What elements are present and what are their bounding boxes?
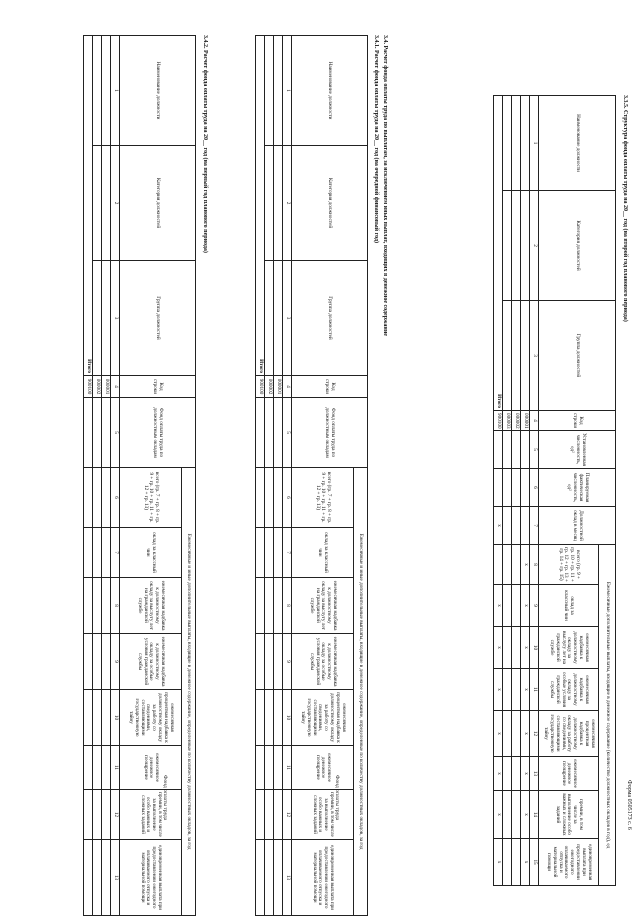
col-position-name: Наименование должности [120, 36, 196, 146]
col-salary: Должностной оклад в месяц [539, 507, 616, 545]
col-class-rank: оклад за классный чин [292, 528, 354, 578]
col-premium: премии, в том числе за выполнение особо важных и сложных заданий [539, 791, 599, 839]
col-position-name: Наименование должности [292, 36, 368, 146]
col-secret: ежемесячная процентная надбавка к должностному окладу за работу со сведениями, составляющими государственную тайну [292, 690, 354, 746]
col-premium: премии, в том числе за выполнение особо важных и сложных заданий [120, 790, 182, 840]
col-seniority: ежемесячная надбавка к должностному окладу за выслугу лет на гражданской службе [539, 627, 599, 669]
table-row: 000002 [93, 36, 102, 916]
section-341-title: 3.4.1. Расчет фонда оплаты труда на 20__ год (на очередной финансовый год) [373, 35, 379, 244]
table-335 [493, 95, 616, 886]
col-position-name: Наименование должности [539, 96, 616, 191]
col-position-category: Категория должностей [539, 191, 616, 301]
table-row: 000002 [265, 36, 274, 916]
col-bonus: ежемесячное денежное поощрение [539, 757, 599, 791]
table-row: 000003 [503, 96, 512, 886]
column-numbers-row: 1 2 3 4 5 6 7 8 9 10 11 12 13 [111, 36, 120, 916]
col-row-code: Код строки [292, 376, 368, 398]
table-341 [255, 35, 368, 916]
col-total-formula: всего (гр. 9 + гр. 10 + гр. 11 + гр. 12 + гр. 13 + гр. 14 + гр. 15) [539, 545, 599, 585]
col-lump: единовременная выплата при предоставлении ежегодного оплачиваемого отпуска и материальной помощи [292, 840, 354, 916]
col-total-formula: всего (гр. 7 + гр. 8 + гр. 9 + гр. 10 + гр. 11 + гр. 12 + гр. 13) [120, 468, 182, 528]
form-code: Форма 0505173 с. 6 [626, 780, 632, 830]
section-342-title: 3.4.2. Расчет фонда оплаты труда на 20__ год (на первый год планового периода) [202, 35, 208, 253]
col-row-code: Код строки [539, 411, 616, 431]
col-class-rank: оклад за классный чин [120, 528, 182, 578]
group-header-341: Ежемесячные и иные дополнительные выплаты, входящие в денежное содержание, определенные по количеству должностных окладов, за год [354, 468, 368, 916]
col-class-rank: оклад за классный чин [539, 585, 599, 627]
table-row: 000001 [274, 36, 283, 916]
group-header-335: Ежемесячные дополнительные выплаты, входящие в денежное содержание (количество должностных окладов в год), ед [599, 545, 616, 886]
col-planned-headcount: Планируемая фактическая численность, ед² [539, 469, 616, 507]
col-special: ежемесячная надбавка к должностному окладу за особые условия гражданской службы [539, 669, 599, 711]
col-headcount: Установленная численность, ед² [539, 431, 616, 469]
col-seniority: ежемесячная надбавка к должностному окладу за выслугу лет на гражданской службе [292, 578, 354, 634]
col-position-group: Группа должностей [292, 261, 368, 376]
col-special: ежемесячная надбавка к должностному окладу за особые условия гражданской службы [292, 634, 354, 690]
col-seniority: ежемесячная надбавка к должностному окладу за выслугу лет на гражданской службе [120, 578, 182, 634]
table-342 [83, 35, 196, 916]
table-row: 000002 [512, 96, 521, 886]
col-position-category: Категория должностей [120, 146, 196, 261]
col-position-group: Группа должностей [539, 301, 616, 411]
fund-label-341: Фонд оплаты труда [334, 775, 340, 821]
col-lump: единовременная выплата при предоставлении ежегодного оплачиваемого отпуска и материальной помощи [539, 839, 599, 886]
total-row: Итого 900100 [256, 36, 265, 916]
table-row: 000001 x x x x x x x x [521, 96, 530, 886]
col-special: ежемесячная надбавка к должностному окладу за особые условия гражданской службы [120, 634, 182, 690]
col-lump: единовременная выплата при предоставлении ежегодного оплачиваемого отпуска и материальной помощи [120, 840, 182, 916]
col-secret: ежемесячная процентная надбавка к должностному окладу за работу со сведениями, составляющими государственную тайну [539, 711, 599, 757]
column-numbers-row: 1 2 3 4 5 6 7 8 9 10 11 12 13 [283, 36, 292, 916]
col-fund-salary: Фонд оплаты труда по должностным окладам [292, 398, 368, 468]
col-bonus: ежемесячное денежное поощрение [292, 746, 354, 790]
col-total-formula: всего (гр. 7 + гр. 8 + гр. 9 + гр. 10 + гр. 11 + гр. 12 + гр. 13) [292, 468, 354, 528]
col-position-group: Группа должностей [120, 261, 196, 376]
col-premium: премии, в том числе за выполнение особо важных и сложных заданий [292, 790, 354, 840]
group-header-342: Ежемесячные и иные дополнительные выплаты, входящие в денежное содержание, определенные по количеству должностных окладов, за год [182, 468, 196, 916]
total-row: Итого 900100 [84, 36, 93, 916]
column-numbers-row: 1 2 3 4 5 6 7 8 9 10 11 12 13 14 15 [530, 96, 539, 886]
col-fund-salary: Фонд оплаты труда по должностным окладам [120, 398, 196, 468]
table-row: 000001 [102, 36, 111, 916]
col-row-code: Код строки [120, 376, 196, 398]
col-position-category: Категория должностей [292, 146, 368, 261]
fund-label-342: Фонд оплаты труда [162, 775, 168, 821]
section-34-title: 3.4. Расчет фонда оплаты труда по выплатам, за исключением иных выплат, входящих в денежное содержание [382, 35, 388, 336]
col-bonus: ежемесячное денежное поощрение [120, 746, 182, 790]
total-row: Итого 900100 x x x x x x x x [494, 96, 503, 886]
section-335-title: 3.3.5. Структура фонда оплаты труда на 20__ год (на второй год планового периода) [622, 95, 628, 322]
col-secret: ежемесячная процентная надбавка к должностному окладу за работу со сведениями, составляющими государственную тайну [120, 690, 182, 746]
